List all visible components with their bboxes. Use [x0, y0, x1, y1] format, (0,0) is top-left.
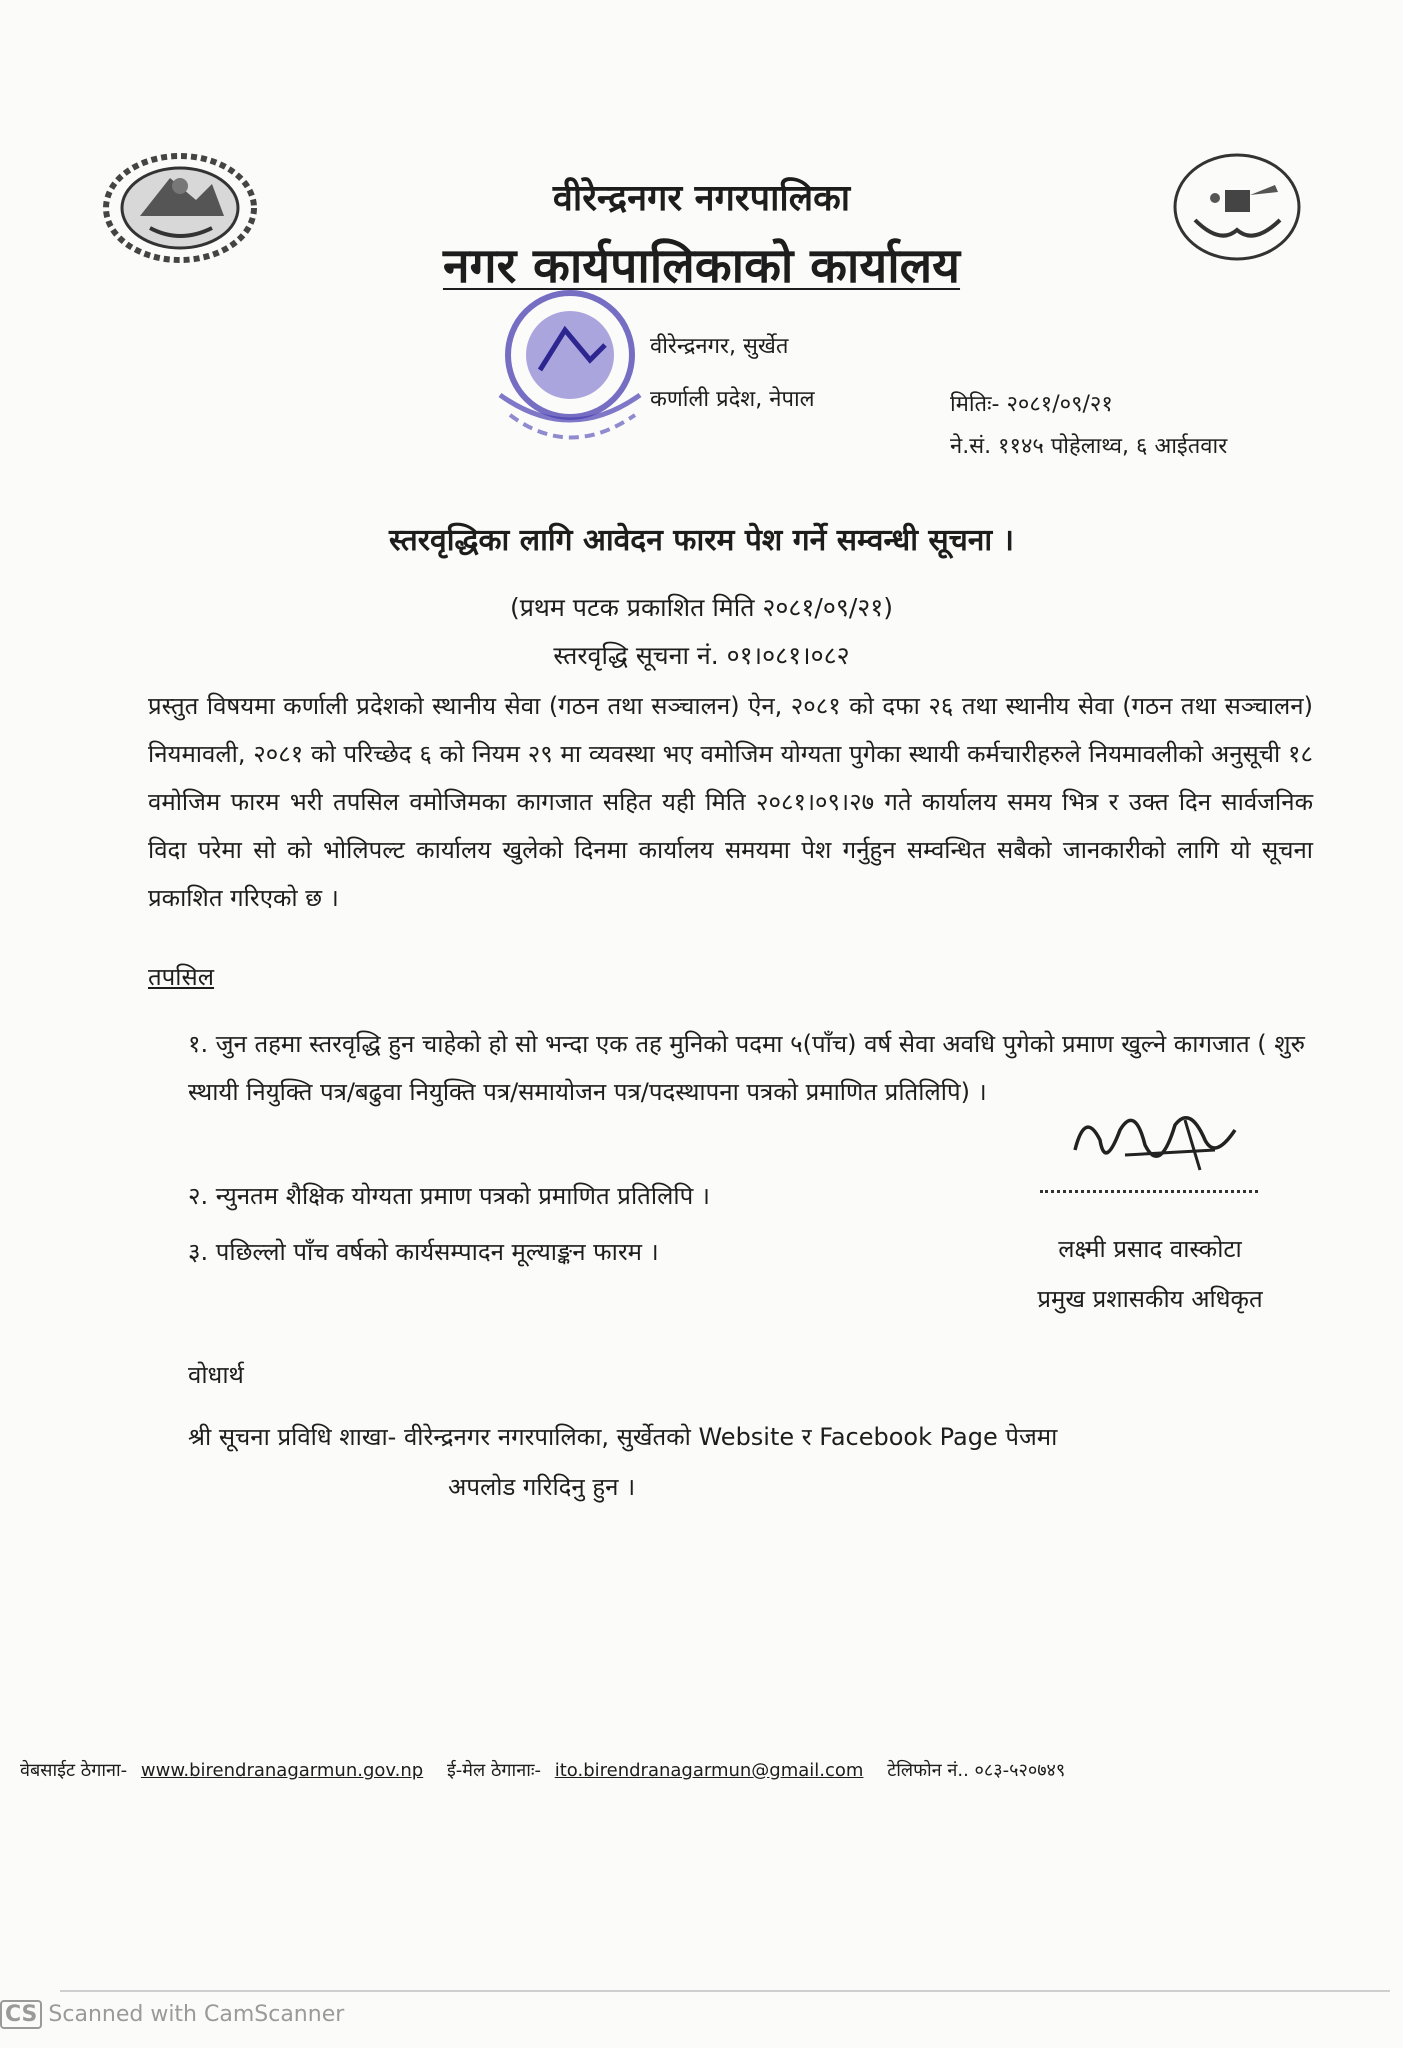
- bodhartha-line-1: श्री सूचना प्रविधि शाखा- वीरेन्द्रनगर नगरपालिका, सुर्खेतको Website र Facebook Page पेजमा: [188, 1423, 1058, 1451]
- first-published-date: (प्रथम पटक प्रकाशित मिति २०८१/०९/२१): [509, 593, 894, 622]
- website-link[interactable]: www.birendranagarmun.gov.np: [140, 1760, 424, 1781]
- address-line-1: वीरेन्द्रनगर, सुर्खेत: [650, 334, 789, 359]
- phone-number: टेलिफोन नं.. ०८३-५२०७४९: [887, 1760, 1066, 1781]
- website-label: वेबसाईट ठेगाना-: [20, 1760, 128, 1781]
- footer-contact: [20, 1758, 1065, 1782]
- notice-body: प्रस्तुत विषयमा कर्णाली प्रदेशको स्थानीय सेवा (गठन तथा सञ्चालन) ऐन, २०८१ को दफा २६ तथा स्थानीय सेवा (गठन तथा सञ्चालन) नियमावली, २०८१ को परिच्छेद ६ को नियम २९ मा व्यवस्था भए वमोजिम योग्यता पुगेका स्थायी कर्मचारीहरुले नियमावलीको अनुसूची १८ वमोजिम फारम भरी तपसिल वमोजिमका कागजात सहित यही मिति २०८१।०९।२७ गते कार्यालय समय भित्र र उक्त दिन सार्वजनिक विदा परेमा सो को भोलिपल्ट कार्यालय खुलेको दिनमा कार्यालय समयमा पेश गर्नुहुन सम्वन्धित सबैको जानकारीको लागि यो सूचना प्रकाशित गरिएको छ ।: [148, 692, 1313, 912]
- nepal-sambat-date: ने.सं. ११४५ पोहेलाथ्व, ६ आईतवार: [950, 434, 1228, 459]
- signature-line: [1040, 1190, 1258, 1193]
- office-stamp: [470, 275, 685, 475]
- notice-date: मितिः- २०८१/०९/२१: [950, 392, 1113, 417]
- list-item: १. जुन तहमा स्तरवृद्धि हुन चाहेको हो सो भन्दा एक तह मुनिको पदमा ५(पाँच) वर्ष सेवा अवधि पुगेको प्रमाण खुल्ने कागजात ( शुरु स्थायी नियुक्ति पत्र/बढुवा नियुक्ति पत्र/समायोजन पत्र/पदस्थापना पत्रको प्रमाणित प्रतिलिपि) ।: [188, 1030, 1305, 1106]
- municipality-name: वीरेन्द्रनगर नगरपालिका: [552, 178, 851, 219]
- divider: [60, 1990, 1390, 1992]
- signatory-name: लक्ष्मी प्रसाद वास्कोटा: [1058, 1235, 1242, 1263]
- email-link[interactable]: ito.birendranagarmun@gmail.com: [554, 1760, 864, 1781]
- address-line-2: कर्णाली प्रदेश, नेपाल: [650, 387, 815, 412]
- signature: [1065, 1100, 1245, 1185]
- email-label: ई-मेल ठेगानाः-: [446, 1760, 541, 1781]
- bodhartha-line-2: अपलोड गरिदिनु हुन ।: [448, 1473, 636, 1501]
- camscanner-icon: CS: [0, 2000, 42, 2029]
- notice-number: स्तरवृद्धि सूचना नं. ०१।०८१।०८२: [553, 641, 850, 670]
- signatory-title: प्रमुख प्रशासकीय अधिकृत: [1037, 1285, 1263, 1313]
- notice-title: स्तरवृद्धिका लागि आवेदन फारम पेश गर्ने सम्वन्धी सूचना ।: [389, 523, 1014, 558]
- tapasil-heading: तपसिल: [148, 963, 215, 991]
- camscanner-text: Scanned with CamScanner: [48, 2002, 345, 2027]
- camscanner-watermark: [0, 2000, 344, 2029]
- list-item: २. न्युनतम शैक्षिक योग्यता प्रमाण पत्रको प्रमाणित प्रतिलिपि ।: [188, 1182, 710, 1210]
- office-name: नगर कार्यपालिकाको कार्यालय: [442, 238, 961, 294]
- bodhartha-heading: वोधार्थ: [188, 1361, 244, 1389]
- list-item: ३. पछिल्लो पाँच वर्षको कार्यसम्पादन मूल्याङ्कन फारम ।: [188, 1238, 659, 1266]
